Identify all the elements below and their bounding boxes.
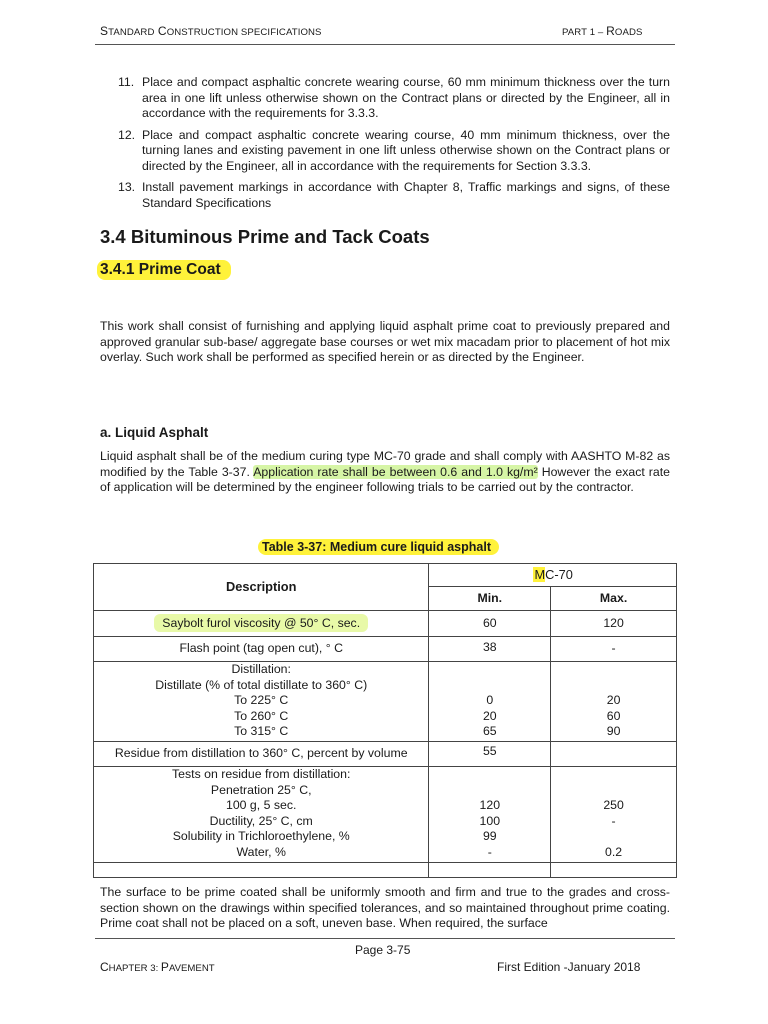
table-row: Flash point (tag open cut), ° C 38 - (94, 637, 677, 662)
list-item: 12. Place and compact asphaltic concrete wearing course, 40 mm minimum thickness, over the turning lanes and existing pavement in one lift unless otherwise shown on the Contract plans or directed by the Engineer, all in accordance with the requirements for Section 3.3.3. (118, 127, 670, 173)
table-row: Saybolt furol viscosity @ 50° C, sec. 60 120 (94, 611, 677, 637)
liquid-asphalt-heading: a. Liquid Asphalt (100, 425, 209, 440)
table-empty-row (94, 863, 677, 878)
section-heading: 3.4 Bituminous Prime and Tack Coats (100, 226, 430, 247)
mc70-spec-table (93, 563, 677, 878)
table-row: Tests on residue from distillation: Penetration 25° C, 100 g, 5 sec. Ductility, 25° C, cm Solubility in Trichloroethylene, % Water, % 120 100 99 - 250 - 0.2 (94, 767, 677, 863)
liquid-asphalt-paragraph: Liquid asphalt shall be of the medium curing type MC-70 grade and shall comply with AASHTO M-82 as modified by the Table 3-37. Application rate shall be between 0.6 and 1.0 kg/m² However the exact rate of application will be determined by the engineer following trials to be carried out by the contractor. (100, 449, 670, 495)
table-header-row (94, 564, 677, 587)
application-rate-highlight: Application rate shall be between 0.6 and 1.0 kg/m² (253, 464, 538, 479)
list-item: 11. Place and compact asphaltic concrete wearing course, 60 mm minimum thickness over the turn area in one lift unless otherwise shown on the Contract plans or directed by the Engineer, all in accordance with the requirements for 3.3.3. (118, 75, 670, 120)
grade-header: MC-70 (429, 564, 677, 587)
intro-paragraph: This work shall consist of furnishing and applying liquid asphalt prime coat to previously prepared and approved granular sub-base/ aggregate base courses or wet mix macadam prior to placement of hot mix overlay. Such work shall be performed as specified herein or as directed by the Engineer. (100, 319, 670, 365)
header-rule (95, 44, 675, 45)
page-number: Page 3-75 (355, 943, 411, 957)
running-header-left: STANDARD CONSTRUCTION SPECIFICATIONS (100, 24, 322, 38)
table-row: Residue from distillation to 360° C, percent by volume 55 (94, 742, 677, 767)
description-header: Description (94, 564, 429, 611)
max-header: Max. (551, 587, 677, 611)
surface-paragraph: The surface to be prime coated shall be uniformly smooth and firm and true to the grades and cross-section shown on the drawings within specified tolerances, and so maintained throughout prime coating. Prime coat shall not be placed on a soft, uneven base. When required, the surface (100, 885, 670, 931)
min-header: Min. (429, 587, 551, 611)
table-row: Distillation: Distillate (% of total distillate to 360° C) To 225° C To 260° C To 315° C 0 20 65 20 60 90 (94, 662, 677, 742)
running-footer-right: First Edition -January 2018 (497, 960, 641, 974)
running-footer-left: CHAPTER 3: PAVEMENT (100, 960, 215, 974)
table-caption: Table 3-37: Medium cure liquid asphalt (258, 539, 499, 555)
list-item: 13. Install pavement markings in accordance with Chapter 8, Traffic markings and signs, of these Standard Specifications (118, 180, 670, 210)
footer-rule (95, 938, 675, 939)
running-header-right: PART 1 – ROADS (562, 24, 643, 38)
subsection-heading: 3.4.1 Prime Coat (97, 260, 231, 280)
viscosity-highlight: Saybolt furol viscosity @ 50° C, sec. (154, 614, 368, 632)
numbered-list (100, 75, 670, 217)
